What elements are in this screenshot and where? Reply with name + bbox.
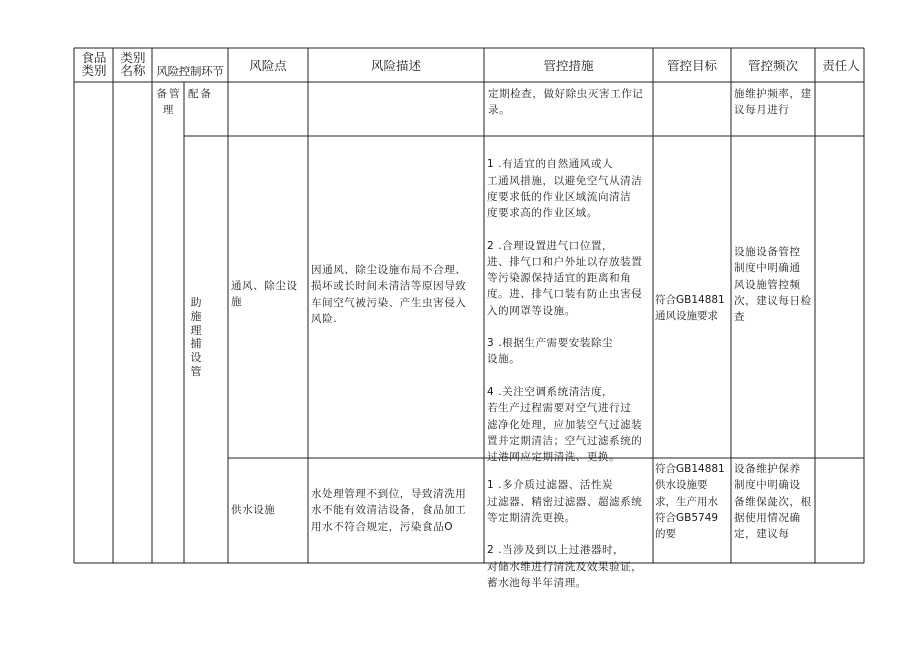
row-ventilation-risk-point: 通风、除尘设 施 (231, 280, 298, 309)
continuation-link-a: 备管 理 (156, 88, 182, 117)
header-responsible: 责任人 (822, 60, 860, 73)
continuation-measures: 定期检查，做好除虫灭害工作记 录。 (488, 88, 644, 117)
header-risk-description: 风险描述 (370, 60, 421, 73)
row-ventilation-measures (487, 140, 655, 482)
continuation-frequency: 施维护频率，建 议每月进行 (734, 88, 812, 117)
row-water-description: 水处理管理不到位，导致清洗用 水不能有效清洁设备，食品加工 用水不符合规定，污染食品O (311, 488, 467, 533)
row-water-frequency: 设备维护保养 制度中明确设 备维保彘次，根 据使用情况确 定，建议每 (734, 463, 812, 541)
row-ventilation-frequency: 设施设备管控 制度中明确通 风设施管控频 次，建议每日检 查 (734, 246, 812, 324)
measure-item: 2 .当涉及到以上过港器时， 对储水维进行清洗及效果验证， 蓄水池每半年清理。 (487, 544, 643, 589)
row-water-measures (487, 461, 655, 607)
continuation-link-b: 配备 (188, 88, 213, 100)
measure-item: 1 .有适宜的自然通风或人 工通风措施，以避免空气从清洁 度要求低的作业区域流向清洁 度要求高的作业区域。 (487, 158, 643, 220)
aux-facility-management-label: 助施理捕设管 (190, 296, 202, 378)
header-control-frequency: 管控频次 (747, 60, 798, 73)
measure-item: 3 .根据生产需要安装除尘 设施。 (487, 337, 614, 366)
row-ventilation-description: 因通风、除尘设施布局不合理、 损坏或长时间未清洁等原因导致 车间空气被污染、产生虫害侵入 风险. (311, 264, 467, 325)
header-category-name: 类别 名称 (120, 52, 146, 79)
row-water-risk-point: 供水设施 (231, 504, 276, 516)
header-control-measures: 管控措施 (543, 60, 594, 73)
measure-item: 2 .合理设置进气口位置， 进、排气口和户外址以存放装置 等污染源保持适宜的距离和角 度。进、排气口装有防止虫害侵 入的网罩等设施。 (487, 239, 643, 317)
row-water-target: 符合GB14881 供水设施要 求，生产用水 符合GB5749 的要 (655, 463, 725, 541)
measure-item: 1 .多介质过滤器、活性炭 过滤器、精密过滤器、超滤系统 等定期清洗更换。 (487, 479, 643, 524)
measure-item: 4 .关注空调系统清洁度， 若生产过程需要对空气进行过 滤净化处理，应加装空气过滤装 置并定期清洁；空气过滤系统的 过港网应定期清洗、更换。 (487, 385, 643, 464)
header-food-category: 食品 类别 (81, 52, 107, 79)
row-ventilation-target: 符合GB14881 通风设施要求 (655, 294, 725, 323)
header-control-target: 管控目标 (666, 60, 717, 73)
header-risk-point: 风险点 (249, 60, 287, 73)
header-risk-control-link: 风险控制环节 (156, 66, 224, 78)
